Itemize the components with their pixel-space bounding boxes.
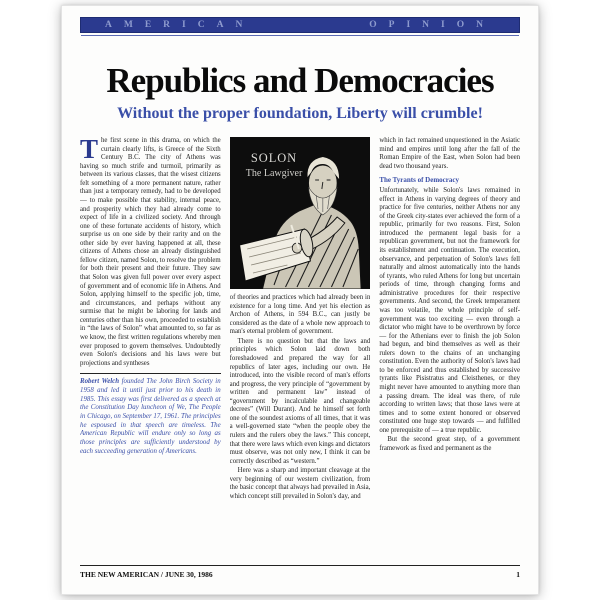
column-2 xyxy=(230,137,371,561)
solon-caption-line2: The Lawgiver xyxy=(245,167,302,180)
col1-body-text: he first scene in this drama, on which the curtain clearly lifts, is Greece of the Sixth Century B.C. The city of Athens was having so much strife and turmoil, primarily as between its various classes, that the wisest citizens felt something of a more permanent nature, rather than just a temporary remedy, had to be developed — to make possible that stability, internal peace, and prosperity which they had already come to expect of life in a civilized society. And through one of these fortunate accidents of history, which surprise us on one side by their rarity and on the other side by ever having happened at all, these citizens of Athens chose an already distinguished fellow citizen, named Solon, to resolve the problem for both their present and their future. They saw that Solon was given full power over every aspect of government and of economic life in Athens. And Solon, applying himself to the specific job, time, and circumstances, and perhaps without any surmise that he might be laboring for lands and centuries other than his own, proceeded to establish in “the laws of Solon” what amounted to, so far as we know, the first written regulations whereby men ever proposed to govern themselves. Undoubtedly even Solon's decisions and his laws were but projections and syntheses xyxy=(80,137,221,367)
solon-illustration xyxy=(230,137,371,289)
page-number: 1 xyxy=(516,570,520,579)
solon-caption-line1: SOLON xyxy=(250,150,297,166)
magazine-page xyxy=(61,5,539,595)
author-bio xyxy=(80,373,221,456)
col3-paragraph-3: But the second great step, of a government framework as fixed and permanent as the xyxy=(379,436,520,452)
page-footer xyxy=(80,565,520,579)
article-subtitle: Without the proper foundation, Liberty will crumble! xyxy=(117,105,483,122)
masthead-word-opinion: OPINION xyxy=(369,20,495,30)
col3-paragraph-1: which in fact remained unquestioned in the Asiatic mind and empires until long after the fall of the Roman Empire of the East, when Solon had been dead two thousand years. xyxy=(379,137,520,170)
author-bio-text: founded The John Birch Society in 1958 and led it until just prior to his death in 1985. This essay was first delivered as a speech at the Constitution Day luncheon of We, The People in Chicago, on September 17, 1961. The principles he espoused in that speech are timeless. The American Republic will endure only so long as those principles are sufficiently understood by each succeeding generation of Americans. xyxy=(80,378,221,455)
article-title: Republics and Democracies xyxy=(106,61,494,100)
masthead-word-american: AMERICAN xyxy=(105,20,255,30)
drop-cap: T xyxy=(80,137,99,164)
column-1 xyxy=(80,137,221,561)
col2-paragraph-3: Here was a sharp and important cleavage at the very beginning of our western civilization, from the basic concept that always had prevailed in Asia, which concept still prevailed in Solon's day, and xyxy=(229,467,371,500)
article-columns xyxy=(80,137,520,561)
publication-line: THE NEW AMERICAN / JUNE 30, 1986 xyxy=(80,570,213,579)
section-heading-tyrants: The Tyrants of Democracy xyxy=(379,176,459,185)
column-3 xyxy=(379,137,520,561)
author-bio-name: Robert Welch xyxy=(80,378,120,386)
col3-paragraph-2: Unfortunately, while Solon's laws remained in effect in Athens in varying degrees of theory and practice for five centuries, neither Athens nor any of the Greek city-states ever achieved the form of a republic, primarily for two reasons. First, Solon introduced the permanent legal basis for a republican government, but not the framework for its establishment and continuation. The execution, observance, and perpetuation of Solon's laws fell naturally and almost automatically into the hands of tyrants, who ruled Athens for long but uncertain periods of time, through changing forms and administrative procedures for their respective governments. And second, the Greek temperament was too volatile, the whole principle of self-government was too exciting — even through a dictator who might have to be overthrown by force — for the Athenians ever to finish the job Solon had begun, and bind themselves as well as their rulers down to the chains of an unchanging constitution. Even the authority of Solon's laws had to be enforced and thus established by successive tyrants like Pisistratus and Cleisthenes, or they might never have amounted to anything more than a passing dream. The ideal was there, of rule according to written laws; that those laws were at times and to some extent honored or observed constituted one huge step towards — and fulfilled one prerequisite of — a true republic. xyxy=(379,187,520,434)
col2-paragraph-2: There is no question but that the laws and principles which Solon laid down both foreshadowed and prepared the way for all republics of later ages, including our own. He introduced, into the visible record of man's efforts and progress, the very principle of “government by written and permanent law” instead of “government by incalculable and changeable decrees” (Will Durant). And he himself set forth one of the soundest axioms of all times, that it was a well-governed state “when the people obey the rulers and the rulers obey the laws.” This concept, that there were laws which even kings and dictators must observe, was not only new, I think it can be correctly described as “western.” xyxy=(229,337,371,465)
masthead-banner xyxy=(80,17,520,33)
col2-paragraph-1: of theories and practices which had already been in existence for a long time. And yet his election as Archon of Athens, in 594 B.C., can justly be considered as the date of a whole new approach to man's eternal problem of government. xyxy=(229,294,371,336)
col1-body-paragraph xyxy=(80,137,221,368)
masthead-underline xyxy=(81,35,519,36)
